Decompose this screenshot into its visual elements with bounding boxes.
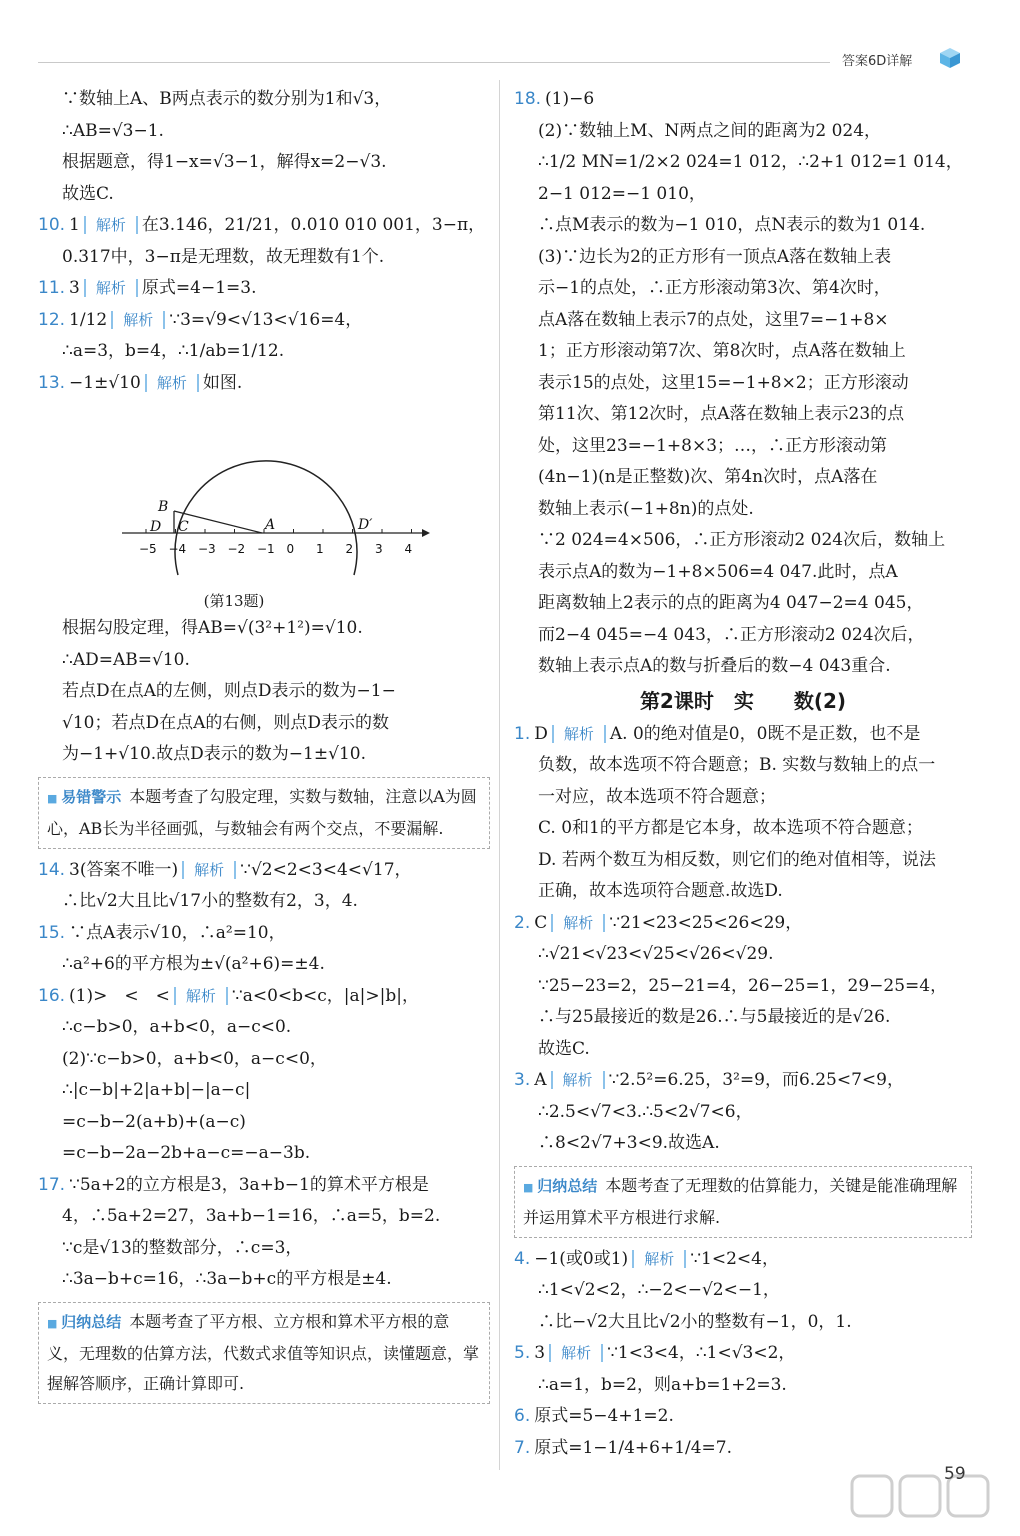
text-line: ∵c是√13的整数部分，∴c=3，: [62, 1237, 303, 1258]
text-line: ∴√21<√23<√25<√26<√29.: [538, 944, 774, 964]
question-number: 3.: [514, 1070, 531, 1090]
answer: A: [534, 1070, 547, 1090]
text-line: ∴2.5<√7<3.∴5<2√7<6，: [538, 1101, 753, 1122]
text-line: ∴c−b>0，a+b<0，a−c<0.: [62, 1017, 292, 1037]
text-line: 而2−4 045=−4 043，∴正方形滚动2 024次后，: [538, 624, 925, 645]
text-line: 正确，故本选项符合题意.故选D.: [538, 881, 783, 901]
analysis-text: 原式=4−1=3.: [141, 278, 257, 298]
analysis-tag: 解析: [84, 216, 138, 234]
question-number: 11.: [38, 278, 66, 298]
text-line: 数轴上表示(−1+8n)的点处.: [538, 498, 754, 519]
answer: −1±√10: [69, 372, 141, 393]
analysis-text: ∵2.5²=6.25，3²=9，而6.25<7<9，: [608, 1070, 904, 1090]
text-line: C. 0和1的平方都是它本身，故本选项不符合题意；: [538, 818, 923, 838]
question-number: 2.: [514, 912, 531, 933]
text-line: =c−b−2(a+b)+(a−c): [62, 1111, 246, 1132]
answer: 3: [69, 278, 80, 298]
tip-title: ■ 易错警示: [47, 788, 121, 806]
summary-box: [514, 1166, 972, 1238]
analysis-tag: 解析: [551, 914, 605, 932]
text-line: ∴|c−b|+2|a+b|−|a−c|: [62, 1080, 251, 1100]
text-line: √10；若点D在点A的右侧，则点D表示的数: [62, 712, 390, 733]
text-line: 2−1 012=−1 010，: [538, 183, 706, 204]
text-line: ∴比√2大且比√17小的整数有2，3，4.: [62, 891, 358, 911]
analysis-text: 如图.: [202, 372, 243, 393]
section-title: 第2课时 实 数(2): [639, 688, 847, 713]
question-14: [38, 855, 490, 887]
text-line: ∴a²+6的平方根为±√(a²+6)=±4.: [62, 954, 325, 974]
answer: (1)> < <: [69, 985, 170, 1006]
text-line: 若点D在点A的左侧，则点D表示的数为−1−: [62, 681, 396, 701]
text-line: ∴与25最接近的数是26.∴与5最接近的是√26.: [538, 1007, 891, 1027]
question-number: 7.: [514, 1437, 531, 1458]
question-number: 16.: [38, 985, 66, 1006]
question-number: 17.: [38, 1174, 66, 1195]
right-column: [514, 84, 972, 1464]
tick-label: −4: [168, 542, 187, 556]
question-13: [38, 368, 490, 400]
question-1: [514, 719, 972, 751]
analysis-tag: 解析: [549, 1344, 603, 1362]
text-line: ∴AB=√3−1.: [62, 120, 164, 141]
cube-logo-icon: [938, 46, 962, 70]
label-c: C: [178, 519, 189, 535]
analysis-text: ∵1<3<4，∴1<√3<2，: [607, 1343, 796, 1363]
answer: 3: [534, 1343, 546, 1363]
text-line: 第11次、第12次时，点A落在数轴上表示23的点: [538, 404, 905, 424]
text-line: 一对应，故本选项不符合题意；: [538, 786, 776, 807]
question-5: [514, 1338, 972, 1370]
text-line: 负数，故本选项不符合题意；B. 实数与数轴上的点一: [538, 755, 936, 775]
page-number: 59: [944, 1464, 966, 1484]
question-12: [38, 305, 490, 337]
text-line: 故选C.: [62, 183, 114, 204]
analysis-text: ∵5a+2的立方根是3，3a+b−1的算术平方根是: [69, 1174, 429, 1195]
text-line: ∴a=1，b=2，则a+b=1+2=3.: [538, 1374, 787, 1395]
text-line: 4，∴5a+2=27，3a+b−1=16，∴a=5，b=2.: [62, 1206, 441, 1226]
text-line: ∵数轴上A、B两点表示的数分别为1和√3，: [62, 89, 392, 109]
text-line: 根据题意，得1−x=√3−1，解得x=2−√3.: [62, 152, 387, 172]
text-line: (2)∵数轴上M、N两点之间的距离为2 024，: [538, 120, 882, 141]
tick-label: −3: [198, 542, 216, 556]
tip-text: 本题考查了无理数的估算能力，关键是能准确理解并运用算术平方根进行求解.: [523, 1175, 958, 1227]
question-10: [38, 210, 490, 242]
tick-label: 3: [375, 542, 383, 556]
analysis-text: 原式=1−1/4+6+1/4=7.: [534, 1437, 733, 1458]
question-number: 5.: [514, 1343, 531, 1363]
analysis-text: ∵1<2<4，: [690, 1248, 779, 1269]
text-line: (3)∵边长为2的正方形有一顶点A落在数轴上表: [538, 246, 892, 267]
text-line: (4n−1)(n是正整数)次、第4n次时，点A落在: [538, 467, 878, 487]
text-line: D. 若两个数互为相反数，则它们的绝对值相等，说法: [538, 849, 936, 870]
answer: −1(或0或1): [534, 1248, 629, 1269]
question-number: 10.: [38, 215, 66, 235]
left-column: [38, 84, 490, 1410]
error-warning-box: [38, 777, 490, 849]
question-number: 13.: [38, 372, 66, 393]
analysis-text: ∵√2<2<3<4<√17，: [240, 859, 412, 880]
header-title: 答案6D详解: [842, 54, 913, 69]
analysis-text: A. 0的绝对值是0，0既不是正数，也不是: [609, 723, 921, 744]
tick-label: −1: [257, 542, 275, 556]
question-7: [514, 1433, 972, 1465]
tick-label: 4: [404, 542, 413, 556]
tip-title: ■ 归纳总结: [47, 1313, 121, 1331]
text-line: ∵25−23=2，25−21=4，26−25=1，29−25=4，: [538, 975, 948, 996]
analysis-tag: 解析: [84, 279, 138, 297]
watermark-logo-icon: [848, 1470, 998, 1530]
text-line: ∵2 024=4×506，∴正方形滚动2 024次后，数轴上: [538, 530, 946, 550]
text-line: =c−b−2a−2b+a−c=−a−3b.: [62, 1143, 311, 1163]
summary-box: [38, 1302, 490, 1404]
text-line: 为−1+√10.故点D表示的数为−1±√10.: [62, 744, 366, 764]
answer: D: [534, 723, 548, 744]
question-number: 15.: [38, 922, 66, 943]
text-line: 示−1的点处，∴正方形滚动第3次、第4次时，: [538, 278, 891, 298]
analysis-text: ∵21<23<25<26<29，: [609, 912, 803, 933]
analysis-tag: 解析: [551, 1071, 605, 1089]
text-line: ∴1/2 MN=1/2×2 024=1 012，∴2+1 012=1 014，: [538, 152, 963, 172]
label-a: A: [265, 517, 276, 533]
text-line: 1；正方形滚动第7次、第8次时，点A落在数轴上: [538, 341, 906, 361]
answer: 3(答案不唯一): [69, 859, 179, 880]
text-line: ∴a=3，b=4，∴1/ab=1/12.: [62, 341, 285, 361]
header-rule: [38, 62, 830, 63]
column-divider: [499, 80, 500, 1470]
question-17: [38, 1170, 490, 1202]
tick-label: 2: [345, 542, 354, 556]
analysis-tag: 解析: [145, 374, 199, 392]
tick-label: 1: [316, 542, 324, 556]
analysis-tag: 解析: [632, 1250, 686, 1268]
text-line: ∴点M表示的数为−1 010，点N表示的数为1 014.: [538, 215, 926, 235]
analysis-tag: 解析: [111, 311, 165, 329]
number-line-figure: [38, 399, 490, 589]
tick-label: −5: [139, 542, 157, 556]
tip-title: ■ 归纳总结: [523, 1177, 597, 1195]
question-number: 18.: [514, 89, 542, 109]
figure-caption: (第13题): [203, 592, 265, 610]
label-d: D: [150, 519, 162, 535]
question-number: 6.: [514, 1406, 531, 1426]
answer: 1: [69, 215, 80, 235]
text-line: 0.317中，3−π是无理数，故无理数有1个.: [62, 246, 385, 267]
analysis-text: ∵a<0<b<c，|a|>|b|，: [231, 985, 419, 1006]
answer: (1)−6: [545, 89, 595, 109]
text-line: 表示15的点处，这里15=−1+8×2；正方形滚动: [538, 372, 909, 393]
analysis-text: 原式=5−4+1=2.: [534, 1406, 674, 1426]
text-line: 数轴上表示点A的数与折叠后的数−4 043重合.: [538, 656, 891, 676]
text-line: 距离数轴上2表示的点的距离为4 047−2=4 045，: [538, 593, 924, 613]
tip-text: 本题考查了勾股定理，实数与数轴，注意以A为圆心，AB长为半径画弧，与数轴会有两个交点，不要漏解.: [47, 786, 477, 838]
tip-text: 本题考查了平方根、立方根和算术平方根的意义，无理数的估算方法，代数式求值等知识点，读懂题意，掌握解答顺序，正确计算即可.: [47, 1311, 480, 1393]
text-line: ∴比−√2大且比√2小的整数有−1，0，1.: [538, 1311, 852, 1332]
text-line: (2)∵c−b>0，a+b<0，a−c<0，: [62, 1048, 327, 1069]
question-number: 4.: [514, 1248, 531, 1269]
text-line: 处，这里23=−1+8×3；…，∴正方形滚动第: [538, 435, 888, 456]
question-4: [514, 1244, 972, 1276]
question-number: 14.: [38, 859, 66, 880]
tick-label: −2: [227, 542, 246, 556]
tick-label: 0: [286, 542, 295, 556]
analysis-text: ∵3=√9<√13<√16=4，: [169, 309, 363, 330]
analysis-tag: 解析: [552, 725, 606, 743]
question-15: [38, 918, 490, 950]
question-18: [514, 84, 972, 116]
answer: C: [534, 912, 548, 933]
label-b: B: [158, 499, 169, 515]
text-line: ∴1<√2<2，∴−2<−√2<−1，: [538, 1280, 780, 1300]
question-2: [514, 908, 972, 940]
text-line: 表示点A的数为−1+8×506=4 047.此时，点A: [538, 561, 898, 582]
question-11: [38, 273, 490, 305]
label-d-prime: D′: [358, 517, 373, 533]
answer: 1/12: [69, 309, 108, 330]
analysis-text: ∵点A表示√10，∴a²=10，: [69, 922, 286, 943]
text-line: 根据勾股定理，得AB=√(3²+1²)=√10.: [62, 618, 363, 638]
question-number: 1.: [514, 723, 531, 744]
text-line: ∴8<2√7+3<9.故选A.: [538, 1133, 720, 1153]
analysis-tag: 解析: [174, 987, 228, 1005]
question-3: [514, 1065, 972, 1097]
analysis-text: 在3.146，21/21，0.010 010 001，3−π，: [141, 215, 486, 235]
text-line: 故选C.: [538, 1038, 590, 1059]
axis-arrow: [422, 529, 430, 537]
text-line: ∴AD=AB=√10.: [62, 649, 190, 670]
question-number: 12.: [38, 309, 66, 330]
text-line: 点A落在数轴上表示7的点处，这里7=−1+8×: [538, 309, 889, 330]
question-6: [514, 1401, 972, 1433]
text-line: ∴3a−b+c=16，∴3a−b+c的平方根是±4.: [62, 1269, 392, 1289]
analysis-tag: 解析: [182, 861, 236, 879]
question-16: [38, 981, 490, 1013]
number-line-diagram: [38, 399, 490, 589]
